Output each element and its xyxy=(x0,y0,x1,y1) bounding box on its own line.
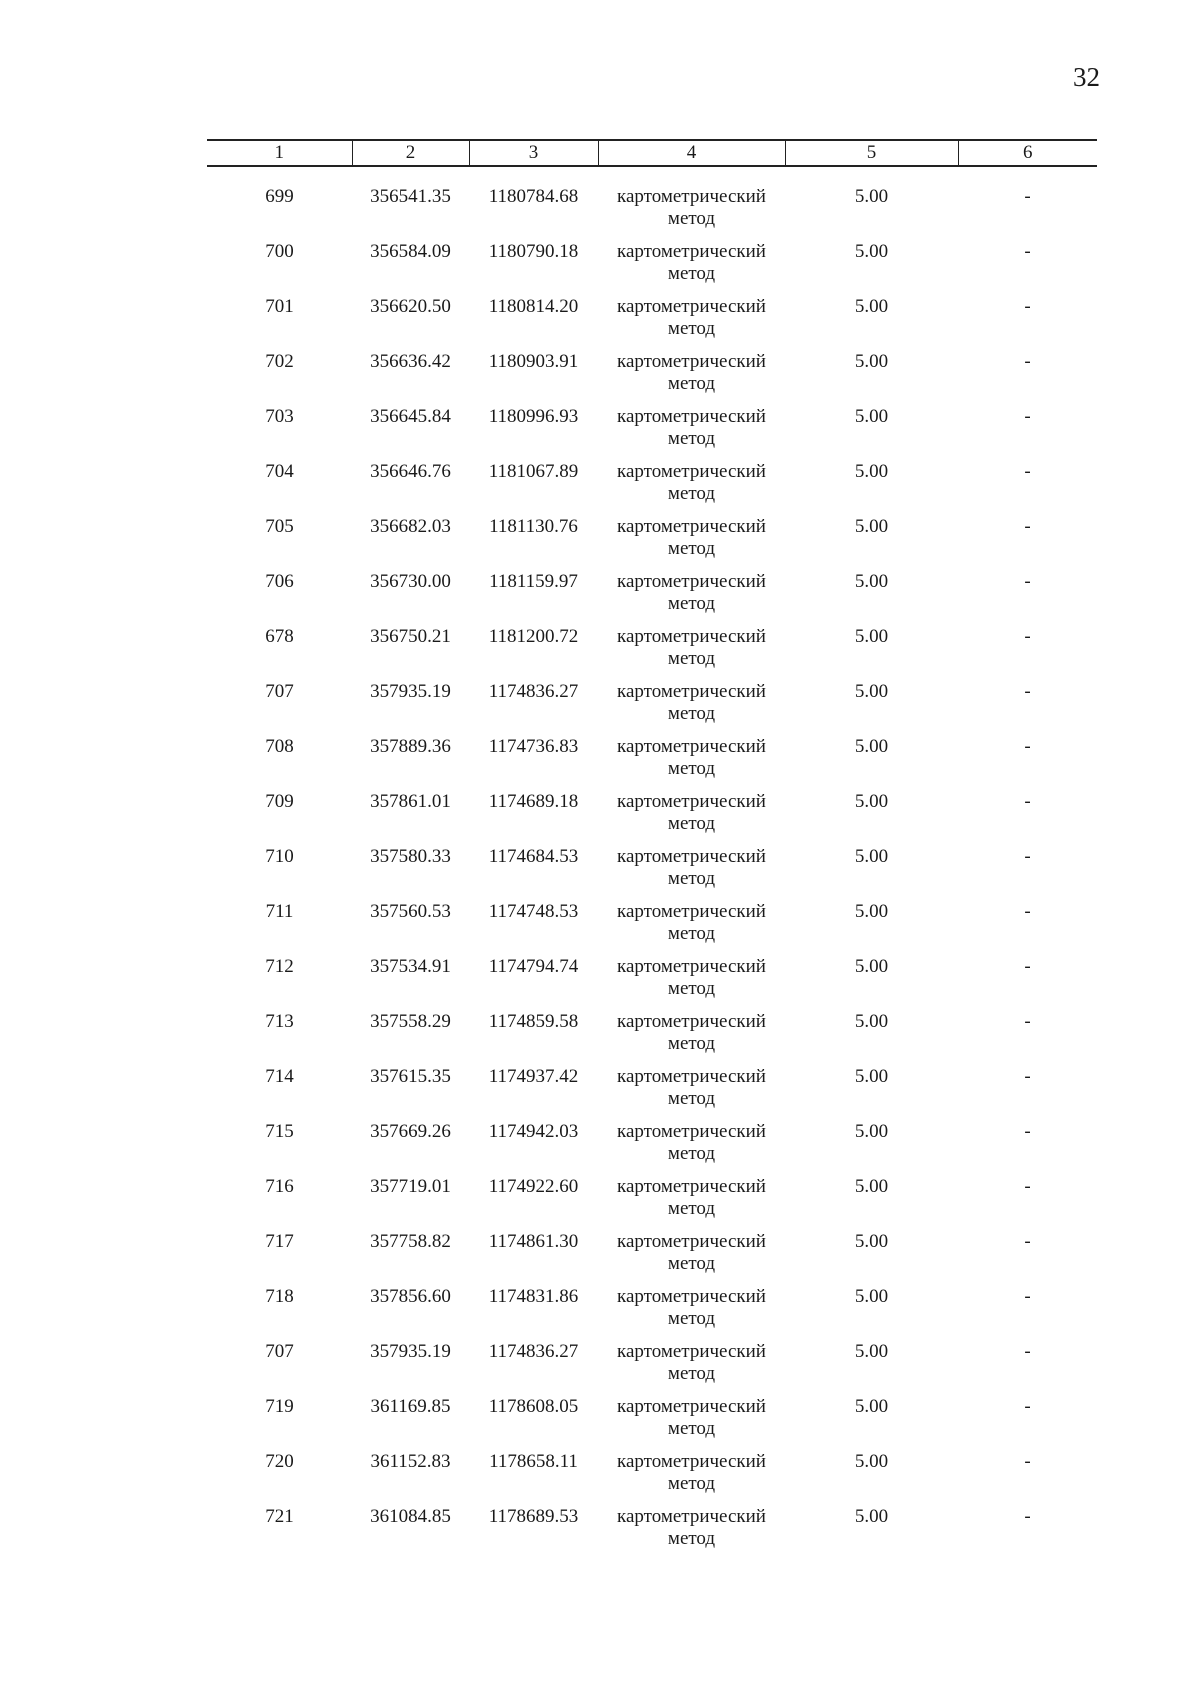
table-row xyxy=(207,681,1097,736)
description-cell: - xyxy=(1024,901,1031,922)
method-line-2: метод xyxy=(667,703,716,724)
method-cell xyxy=(598,1121,785,1176)
x-coordinate-cell: 356584.09 xyxy=(370,241,451,262)
accuracy-cell: 5.00 xyxy=(854,1011,889,1032)
method-cell xyxy=(598,956,785,1011)
x-coordinate-cell: 356750.21 xyxy=(370,626,451,647)
x-coordinate-cell: 356541.35 xyxy=(370,186,451,207)
point-number-cell: 707 xyxy=(265,1341,294,1362)
description-cell: - xyxy=(1024,626,1031,647)
description-cell: - xyxy=(1024,516,1031,537)
description-cell: - xyxy=(1024,186,1031,207)
method-line-1: картометрический xyxy=(617,186,766,207)
method-line-1: картометрический xyxy=(617,681,766,702)
x-coordinate-cell: 356646.76 xyxy=(370,461,451,482)
x-coordinate-cell: 357580.33 xyxy=(370,846,451,867)
x-coordinate-cell: 357615.35 xyxy=(370,1066,451,1087)
description-cell: - xyxy=(1024,461,1031,482)
accuracy-cell: 5.00 xyxy=(854,1286,889,1307)
method-cell xyxy=(598,406,785,461)
point-number-cell: 719 xyxy=(265,1396,294,1417)
y-coordinate-cell: 1181159.97 xyxy=(489,571,578,592)
point-number-cell: 701 xyxy=(265,296,294,317)
table-row xyxy=(207,241,1097,296)
point-number-cell: 718 xyxy=(265,1286,294,1307)
method-line-1: картометрический xyxy=(617,1231,766,1252)
method-line-2: метод xyxy=(667,1308,716,1329)
point-number-cell: 709 xyxy=(265,791,294,812)
method-line-2: метод xyxy=(667,373,716,394)
x-coordinate-cell: 357935.19 xyxy=(370,1341,451,1362)
table-row xyxy=(207,186,1097,241)
accuracy-cell: 5.00 xyxy=(854,1066,889,1087)
method-line-1: картометрический xyxy=(617,1506,766,1527)
method-cell xyxy=(598,681,785,736)
y-coordinate-cell: 1174859.58 xyxy=(488,1011,579,1032)
accuracy-cell: 5.00 xyxy=(854,186,889,207)
description-cell: - xyxy=(1024,1231,1031,1252)
y-coordinate-cell: 1181130.76 xyxy=(489,516,578,537)
table-row xyxy=(207,1231,1097,1286)
point-number-cell: 706 xyxy=(265,571,294,592)
y-coordinate-cell: 1180784.68 xyxy=(488,186,579,207)
accuracy-cell: 5.00 xyxy=(854,461,889,482)
method-line-1: картометрический xyxy=(617,791,766,812)
method-line-1: картометрический xyxy=(617,1011,766,1032)
point-number-cell: 713 xyxy=(265,1011,294,1032)
point-number-cell: 716 xyxy=(265,1176,294,1197)
column-header-4: 4 xyxy=(598,140,785,166)
description-cell: - xyxy=(1024,1506,1031,1527)
y-coordinate-cell: 1180790.18 xyxy=(488,241,579,262)
description-cell: - xyxy=(1024,1176,1031,1197)
method-line-1: картометрический xyxy=(617,956,766,977)
table-row xyxy=(207,1066,1097,1121)
x-coordinate-cell: 356682.03 xyxy=(370,516,451,537)
point-number-cell: 705 xyxy=(265,516,294,537)
method-line-1: картометрический xyxy=(617,516,766,537)
method-cell xyxy=(598,1506,785,1561)
accuracy-cell: 5.00 xyxy=(854,1451,889,1472)
method-line-1: картометрический xyxy=(617,1451,766,1472)
x-coordinate-cell: 356645.84 xyxy=(370,406,451,427)
point-number-cell: 699 xyxy=(265,186,294,207)
x-coordinate-cell: 357534.91 xyxy=(370,956,451,977)
method-line-2: метод xyxy=(667,978,716,999)
accuracy-cell: 5.00 xyxy=(854,1341,889,1362)
description-cell: - xyxy=(1024,1396,1031,1417)
method-line-1: картометрический xyxy=(617,736,766,757)
y-coordinate-cell: 1174748.53 xyxy=(488,901,579,922)
method-line-2: метод xyxy=(667,208,716,229)
method-cell xyxy=(598,1176,785,1231)
accuracy-cell: 5.00 xyxy=(854,1506,889,1527)
table-row xyxy=(207,846,1097,901)
description-cell: - xyxy=(1024,351,1031,372)
point-number-cell: 711 xyxy=(265,901,294,922)
table-row xyxy=(207,571,1097,626)
table-row xyxy=(207,736,1097,791)
x-coordinate-cell: 357719.01 xyxy=(370,1176,451,1197)
method-line-1: картометрический xyxy=(617,1066,766,1087)
point-number-cell: 703 xyxy=(265,406,294,427)
table-row xyxy=(207,901,1097,956)
point-number-cell: 720 xyxy=(265,1451,294,1472)
accuracy-cell: 5.00 xyxy=(854,846,889,867)
y-coordinate-cell: 1174684.53 xyxy=(488,846,579,867)
method-line-2: метод xyxy=(667,923,716,944)
accuracy-cell: 5.00 xyxy=(854,516,889,537)
table-row xyxy=(207,1176,1097,1231)
accuracy-cell: 5.00 xyxy=(854,1396,889,1417)
table-row xyxy=(207,1011,1097,1066)
method-line-1: картометрический xyxy=(617,461,766,482)
method-line-2: метод xyxy=(667,1418,716,1439)
x-coordinate-cell: 361169.85 xyxy=(370,1396,451,1417)
x-coordinate-cell: 357758.82 xyxy=(370,1231,451,1252)
table-row xyxy=(207,1396,1097,1451)
description-cell: - xyxy=(1024,956,1031,977)
accuracy-cell: 5.00 xyxy=(854,1121,889,1142)
method-line-2: метод xyxy=(667,593,716,614)
page-number: 32 xyxy=(1073,62,1100,92)
coordinates-table xyxy=(207,139,1097,1561)
y-coordinate-cell: 1174736.83 xyxy=(488,736,579,757)
x-coordinate-cell: 357889.36 xyxy=(370,736,451,757)
description-cell: - xyxy=(1024,241,1031,262)
y-coordinate-cell: 1180996.93 xyxy=(488,406,579,427)
point-number-cell: 717 xyxy=(265,1231,294,1252)
x-coordinate-cell: 361084.85 xyxy=(370,1506,451,1527)
table-row xyxy=(207,516,1097,571)
method-cell xyxy=(598,461,785,516)
x-coordinate-cell: 356620.50 xyxy=(370,296,451,317)
table-row xyxy=(207,1341,1097,1396)
method-line-1: картометрический xyxy=(617,1396,766,1417)
method-line-2: метод xyxy=(667,318,716,339)
y-coordinate-cell: 1174836.27 xyxy=(488,1341,579,1362)
method-line-1: картометрический xyxy=(617,571,766,592)
description-cell: - xyxy=(1024,296,1031,317)
point-number-cell: 710 xyxy=(265,846,294,867)
method-line-2: метод xyxy=(667,1253,716,1274)
x-coordinate-cell: 356636.42 xyxy=(370,351,451,372)
table-row xyxy=(207,1121,1097,1176)
description-cell: - xyxy=(1024,1286,1031,1307)
table-row xyxy=(207,1451,1097,1506)
description-cell: - xyxy=(1024,681,1031,702)
method-line-2: метод xyxy=(667,1033,716,1054)
method-line-1: картометрический xyxy=(617,296,766,317)
point-number-cell: 708 xyxy=(265,736,294,757)
method-line-1: картометрический xyxy=(617,1341,766,1362)
point-number-cell: 702 xyxy=(265,351,294,372)
description-cell: - xyxy=(1024,846,1031,867)
x-coordinate-cell: 357861.01 xyxy=(370,791,451,812)
description-cell: - xyxy=(1024,791,1031,812)
table-row xyxy=(207,956,1097,1011)
method-line-2: метод xyxy=(667,1528,716,1549)
method-line-1: картометрический xyxy=(617,846,766,867)
method-cell xyxy=(598,1231,785,1286)
point-number-cell: 721 xyxy=(265,1506,294,1527)
method-line-1: картометрический xyxy=(617,351,766,372)
column-header-6: 6 xyxy=(958,140,1097,166)
method-cell xyxy=(598,1011,785,1066)
method-cell xyxy=(598,846,785,901)
method-cell xyxy=(598,901,785,956)
method-cell xyxy=(598,1286,785,1341)
x-coordinate-cell: 357856.60 xyxy=(370,1286,451,1307)
method-line-2: метод xyxy=(667,1363,716,1384)
column-header-3: 3 xyxy=(469,140,598,166)
method-cell xyxy=(598,1066,785,1121)
point-number-cell: 704 xyxy=(265,461,294,482)
accuracy-cell: 5.00 xyxy=(854,406,889,427)
method-cell xyxy=(598,516,785,571)
method-cell xyxy=(598,186,785,241)
description-cell: - xyxy=(1024,1066,1031,1087)
table-row xyxy=(207,1506,1097,1561)
column-header-2: 2 xyxy=(352,140,469,166)
table-row xyxy=(207,461,1097,516)
y-coordinate-cell: 1174831.86 xyxy=(488,1286,579,1307)
method-line-2: метод xyxy=(667,1473,716,1494)
accuracy-cell: 5.00 xyxy=(854,901,889,922)
method-line-1: картометрический xyxy=(617,626,766,647)
table-row xyxy=(207,791,1097,846)
method-line-2: метод xyxy=(667,1088,716,1109)
method-line-2: метод xyxy=(667,1198,716,1219)
method-line-2: метод xyxy=(667,813,716,834)
header-spacer xyxy=(207,166,1097,186)
table-row xyxy=(207,1286,1097,1341)
description-cell: - xyxy=(1024,736,1031,757)
y-coordinate-cell: 1180814.20 xyxy=(488,296,579,317)
method-line-2: метод xyxy=(667,758,716,779)
accuracy-cell: 5.00 xyxy=(854,681,889,702)
y-coordinate-cell: 1178689.53 xyxy=(488,1506,579,1527)
point-number-cell: 700 xyxy=(265,241,294,262)
method-cell xyxy=(598,626,785,681)
x-coordinate-cell: 357560.53 xyxy=(370,901,451,922)
accuracy-cell: 5.00 xyxy=(854,351,889,372)
method-cell xyxy=(598,241,785,296)
description-cell: - xyxy=(1024,1451,1031,1472)
y-coordinate-cell: 1181200.72 xyxy=(488,626,579,647)
description-cell: - xyxy=(1024,1011,1031,1032)
y-coordinate-cell: 1174689.18 xyxy=(488,791,579,812)
point-number-cell: 714 xyxy=(265,1066,294,1087)
method-line-2: метод xyxy=(667,648,716,669)
accuracy-cell: 5.00 xyxy=(854,571,889,592)
accuracy-cell: 5.00 xyxy=(854,956,889,977)
method-line-2: метод xyxy=(667,1143,716,1164)
x-coordinate-cell: 361152.83 xyxy=(370,1451,451,1472)
y-coordinate-cell: 1174937.42 xyxy=(488,1066,579,1087)
method-line-1: картометрический xyxy=(617,406,766,427)
method-cell xyxy=(598,351,785,406)
method-line-1: картометрический xyxy=(617,241,766,262)
accuracy-cell: 5.00 xyxy=(854,241,889,262)
method-line-2: метод xyxy=(667,263,716,284)
accuracy-cell: 5.00 xyxy=(854,1231,889,1252)
table-header-row xyxy=(207,140,1097,166)
accuracy-cell: 5.00 xyxy=(854,736,889,757)
method-line-1: картометрический xyxy=(617,901,766,922)
point-number-cell: 712 xyxy=(265,956,294,977)
method-cell xyxy=(598,571,785,626)
point-number-cell: 707 xyxy=(265,681,294,702)
y-coordinate-cell: 1174861.30 xyxy=(488,1231,579,1252)
y-coordinate-cell: 1174942.03 xyxy=(488,1121,579,1142)
method-line-1: картометрический xyxy=(617,1176,766,1197)
x-coordinate-cell: 357935.19 xyxy=(370,681,451,702)
method-line-1: картометрический xyxy=(617,1286,766,1307)
description-cell: - xyxy=(1024,571,1031,592)
method-cell xyxy=(598,1451,785,1506)
column-header-1: 1 xyxy=(207,140,352,166)
y-coordinate-cell: 1174794.74 xyxy=(488,956,579,977)
method-line-2: метод xyxy=(667,483,716,504)
method-cell xyxy=(598,791,785,846)
method-line-1: картометрический xyxy=(617,1121,766,1142)
x-coordinate-cell: 357558.29 xyxy=(370,1011,451,1032)
point-number-cell: 678 xyxy=(265,626,294,647)
accuracy-cell: 5.00 xyxy=(854,791,889,812)
table-row xyxy=(207,626,1097,681)
method-cell xyxy=(598,1396,785,1451)
method-cell xyxy=(598,1341,785,1396)
accuracy-cell: 5.00 xyxy=(854,1176,889,1197)
point-number-cell: 715 xyxy=(265,1121,294,1142)
column-header-5: 5 xyxy=(785,140,958,166)
y-coordinate-cell: 1174922.60 xyxy=(488,1176,579,1197)
y-coordinate-cell: 1181067.89 xyxy=(488,461,579,482)
y-coordinate-cell: 1178658.11 xyxy=(489,1451,578,1472)
description-cell: - xyxy=(1024,1121,1031,1142)
x-coordinate-cell: 356730.00 xyxy=(370,571,451,592)
method-line-2: метод xyxy=(667,538,716,559)
table-body xyxy=(207,166,1097,1561)
x-coordinate-cell: 357669.26 xyxy=(370,1121,451,1142)
description-cell: - xyxy=(1024,1341,1031,1362)
method-line-2: метод xyxy=(667,428,716,449)
table-row xyxy=(207,351,1097,406)
y-coordinate-cell: 1174836.27 xyxy=(488,681,579,702)
y-coordinate-cell: 1180903.91 xyxy=(488,351,579,372)
table-row xyxy=(207,296,1097,351)
method-cell xyxy=(598,736,785,791)
table-row xyxy=(207,406,1097,461)
description-cell: - xyxy=(1024,406,1031,427)
accuracy-cell: 5.00 xyxy=(854,626,889,647)
y-coordinate-cell: 1178608.05 xyxy=(488,1396,579,1417)
accuracy-cell: 5.00 xyxy=(854,296,889,317)
method-line-2: метод xyxy=(667,868,716,889)
method-cell xyxy=(598,296,785,351)
